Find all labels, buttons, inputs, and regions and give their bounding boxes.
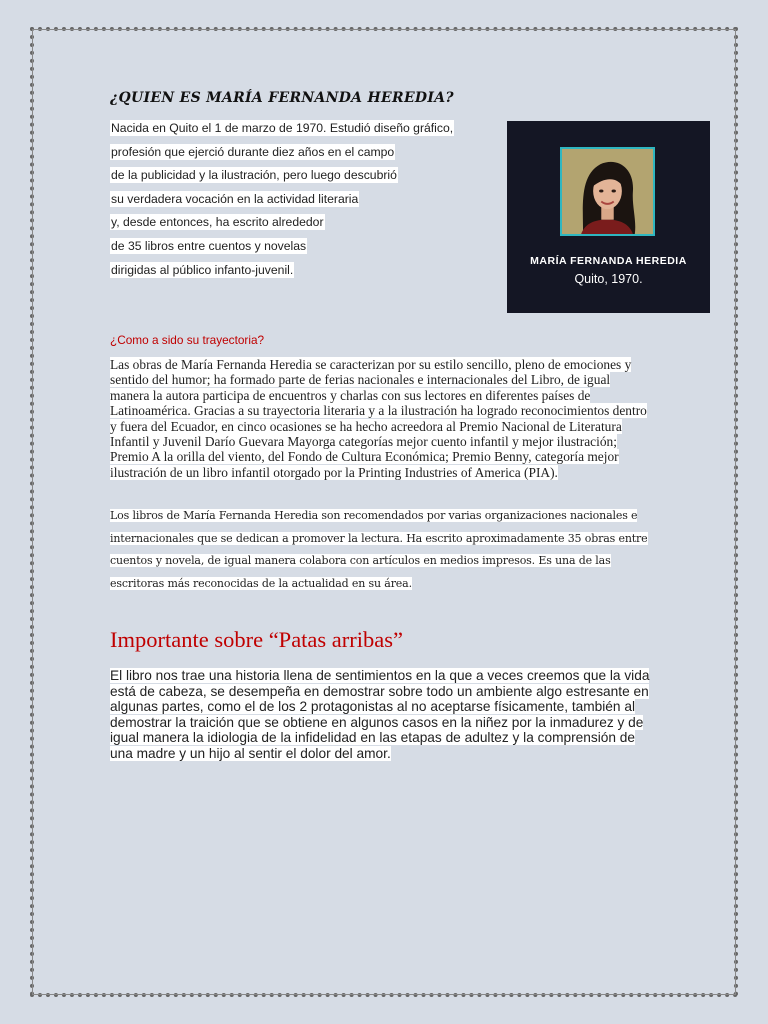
bio-line: dirigidas al público infanto-juvenil. [111,262,294,277]
bio-line: profesión que ejerció durante diez años en el campo [111,144,395,159]
main-heading: ¿QUIEN ES MARÍA FERNANDA HEREDIA? [110,90,454,106]
bio-text [110,118,490,283]
recognition-paragraph: Los libros de María Fernanda Heredia son recomendados por varias organizaciones nacionales e internacionales que se dedican a promover la lectura. Ha escrito aproximadamente 35 obras entre cuentos y novela, de igual manera colabora con artículos en medios impresos. Es una de las escritoras más reconocidas de la actualidad en su área. [110,509,648,590]
portrait-image [562,149,653,234]
bio-line: de 35 libros entre cuentos y novelas [111,238,307,253]
photo-caption-name: MARÍA FERNANDA HEREDIA [530,255,687,267]
bio-line: su verdadera vocación en la actividad literaria [111,191,359,206]
bio-line: de la publicidad y la ilustración, pero luego descubrió [111,168,397,183]
author-portrait [560,147,655,236]
author-photo-card [507,121,710,313]
bio-line: y, desde entonces, ha escrito alrededor [111,215,324,230]
book-summary-paragraph: El libro nos trae una historia llena de sentimientos en la que a veces creemos que la vida está de cabeza, se desempeña en demostrar sobre todo un ambiente algo estresante en algunas partes, como el de los 2 protagonistas al no aceptarse físicamente, también al demostrar la traición que se obtiene en algunos casos en la niñez por la inmadurez y de igual manera la idiologia de la infidelidad en las etapas de adultez y la comprensión de una madre y un hijo al sentir el dolor del amor. [110,668,650,761]
photo-caption-place: Quito, 1970. [574,272,643,286]
trajectory-paragraph: Las obras de María Fernanda Heredia se caracterizan por su estilo sencillo, pleno de emociones y sentido del humor; ha formado parte de ferias nacionales e internacionales del Libro, de igual manera la autora participa de encuentros y charlas con sus lectores en diferentes países de Latinoamérica. Gracias a su trayectoria literaria y a la ilustración ha logrado reconocimientos dentro y fuera del Ecuador, en cinco ocasiones se ha hecho acreedora al Premio Nacional de Literatura Infantil y Juvenil Darío Guevara Mayorga categorías mejor cuento infantil y mejor ilustración; Premio A la orilla del viento, del Fondo de Cultura Económica; Premio Benny, categoría mejor ilustración de un libro infantil otorgado por la Printing Industries of America (PIA). [110,357,647,480]
important-heading: Importante sobre “Patas arribas” [110,627,404,652]
trajectory-heading: ¿Como a sido su trayectoria? [110,333,265,347]
bio-line: Nacida en Quito el 1 de marzo de 1970. Estudió diseño gráfico, [111,121,454,135]
